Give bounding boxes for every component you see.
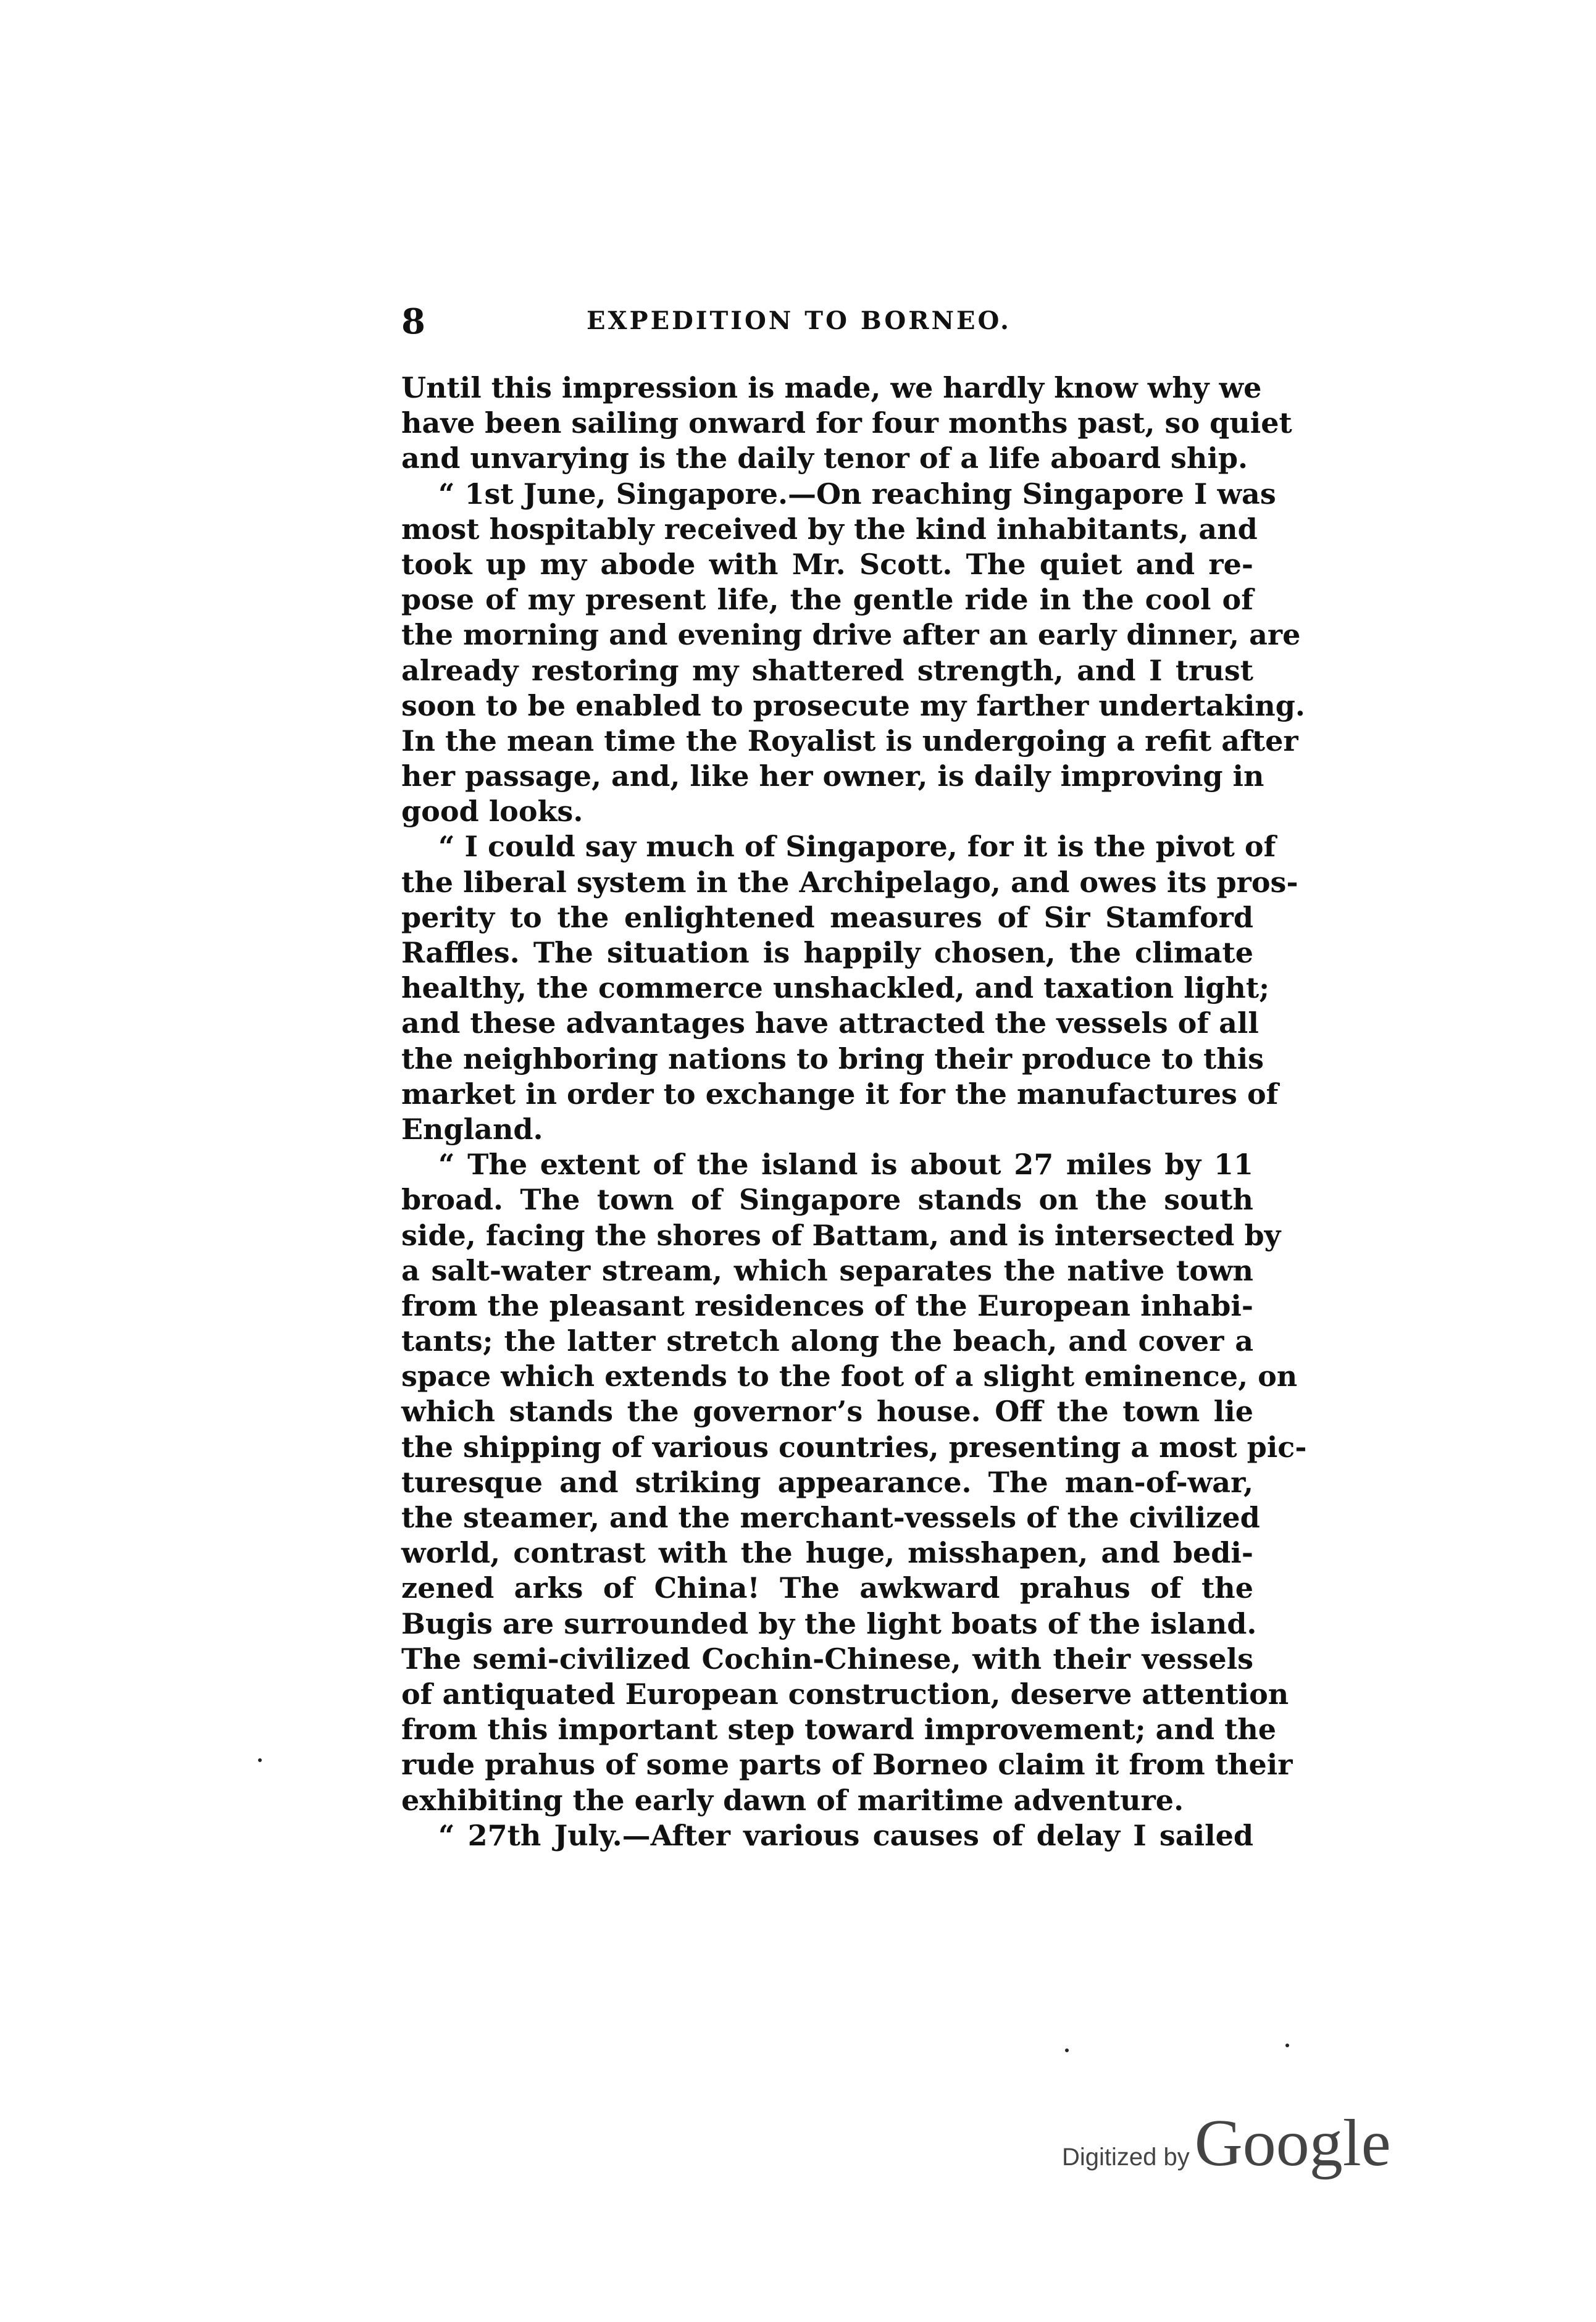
text-line: The semi-civilized Cochin-Chinese, with their vessels	[401, 1642, 1253, 1676]
text-line: exhibiting the early dawn of maritime adventure.	[401, 1783, 1184, 1817]
page-header	[401, 301, 1290, 345]
text-line: broad. The town of Singapore stands on the south	[401, 1183, 1253, 1217]
scan-speck	[258, 1758, 262, 1762]
text-line: tants; the latter stretch along the beach, and cover a	[401, 1324, 1253, 1358]
text-line: zened arks of China! The awkward prahus of the	[401, 1571, 1253, 1605]
text-line: a salt-water stream, which separates the native town	[401, 1253, 1253, 1287]
text-line: In the mean time the Royalist is undergoing a refit after	[401, 724, 1298, 758]
text-line: good looks.	[401, 795, 583, 829]
body-text	[401, 370, 1307, 1853]
text-line: pose of my present life, the gentle ride in the cool of	[401, 583, 1253, 617]
text-line: soon to be enabled to prosecute my farther undertaking.	[401, 688, 1305, 722]
scan-speck	[1285, 2044, 1289, 2047]
text-line: her passage, and, like her owner, is daily improving in	[401, 759, 1264, 793]
digitized-footer	[1062, 2105, 1408, 2179]
text-line: healthy, the commerce unshackled, and taxation light;	[401, 971, 1270, 1005]
text-line: and unvarying is the daily tenor of a life aboard ship.	[401, 441, 1248, 475]
text-line: “ I could say much of Singapore, for it is the pivot of	[438, 830, 1276, 864]
text-line: perity to the enlightened measures of Sir Stamford	[401, 900, 1253, 934]
text-line: rude prahus of some parts of Borneo claim it from their	[401, 1748, 1293, 1782]
text-line: turesque and striking appearance. The man-of-war,	[401, 1465, 1253, 1499]
text-line: the shipping of various countries, presenting a most pic-	[401, 1430, 1307, 1464]
text-line: Until this impression is made, we hardly know why we	[401, 371, 1262, 404]
text-line: England.	[401, 1112, 543, 1146]
scan-speck	[1065, 2048, 1069, 2052]
google-logo: Google	[1194, 2107, 1391, 2180]
text-line: “ 1st June, Singapore.—On reaching Singapore I was	[438, 477, 1276, 511]
text-line: “ 27th July.—After various causes of delay I sailed	[438, 1818, 1253, 1852]
text-line: market in order to exchange it for the manufactures of	[401, 1077, 1279, 1111]
text-line: “ The extent of the island is about 27 miles by 11	[438, 1148, 1253, 1182]
text-line: Bugis are surrounded by the light boats of the island.	[401, 1606, 1257, 1640]
text-line: the neighboring nations to bring their produce to this	[401, 1042, 1264, 1075]
text-line: and these advantages have attracted the vessels of all	[401, 1006, 1259, 1040]
text-line: space which extends to the foot of a slight eminence, on	[401, 1359, 1298, 1393]
text-line: which stands the governor’s house. Off the town lie	[401, 1395, 1253, 1429]
text-line: most hospitably received by the kind inhabitants, and	[401, 512, 1258, 546]
text-line: the steamer, and the merchant-vessels of the civilized	[401, 1501, 1260, 1534]
text-line: world, contrast with the huge, misshapen, and bedi-	[401, 1536, 1253, 1570]
text-line: the liberal system in the Archipelago, and owes its pros-	[401, 865, 1298, 899]
text-line: took up my abode with Mr. Scott. The quiet and re-	[401, 547, 1253, 581]
text-line: of antiquated European construction, deserve attention	[401, 1677, 1289, 1711]
text-line: have been sailing onward for four months past, so quiet	[401, 406, 1292, 440]
text-line: side, facing the shores of Battam, and is intersected by	[401, 1218, 1281, 1252]
digitized-by-label: Digitized by	[1062, 2144, 1190, 2171]
text-line: from this important step toward improvement; and the	[401, 1713, 1277, 1747]
text-line: already restoring my shattered strength, and I trust	[401, 653, 1253, 687]
text-line: the morning and evening drive after an early dinner, are	[401, 618, 1301, 652]
page-number: 8	[401, 301, 425, 342]
text-line: from the pleasant residences of the European inhabi-	[401, 1288, 1253, 1322]
running-title: EXPEDITION TO BORNEO.	[587, 306, 1011, 335]
text-line: Raffles. The situation is happily chosen, the climate	[401, 936, 1253, 969]
